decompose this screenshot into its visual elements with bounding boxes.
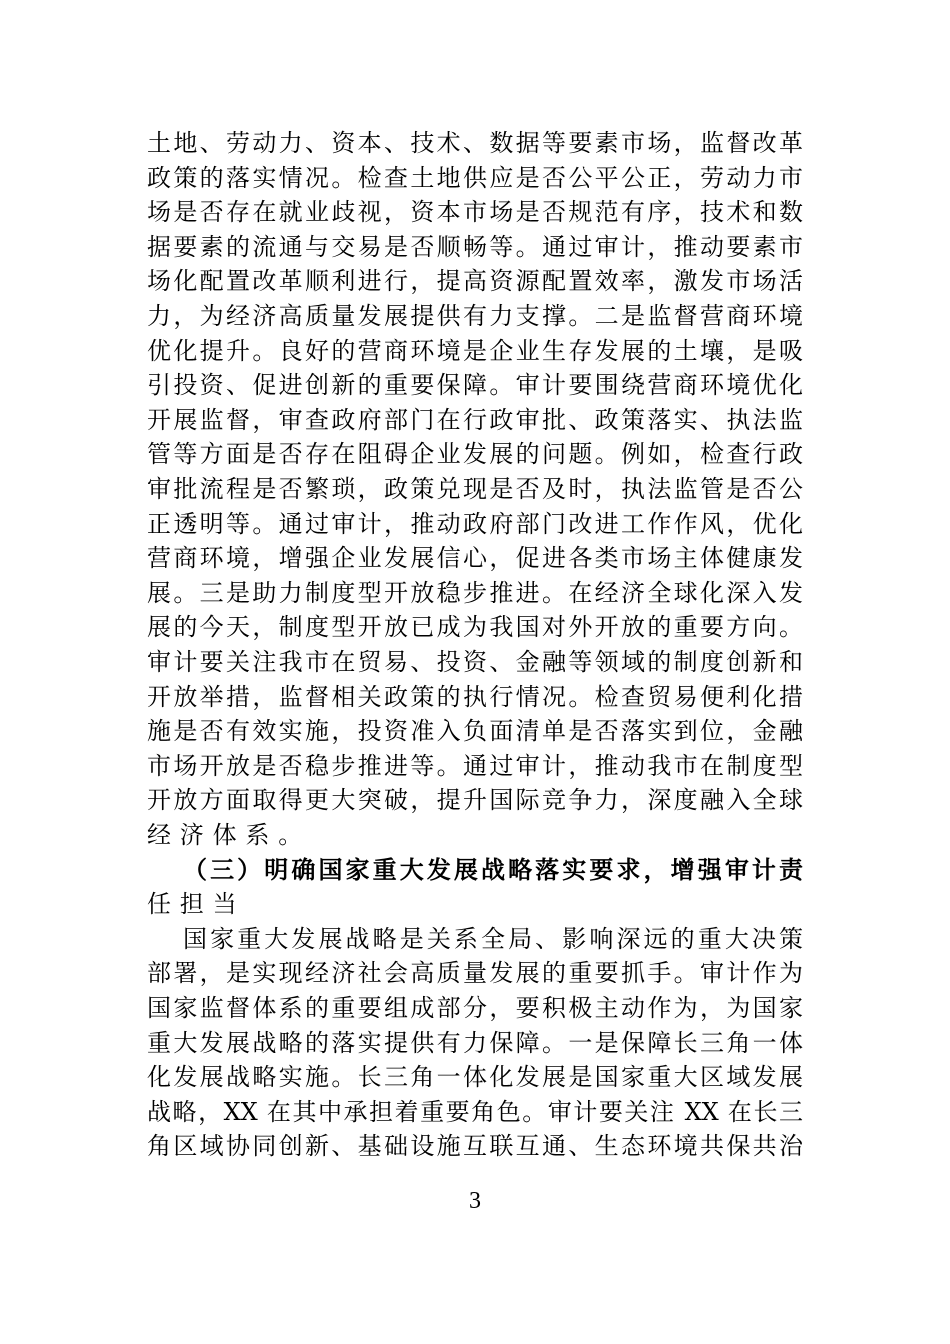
text-line: 展。三是助力制度型开放稳步推进。在经济全球化深入发 (147, 578, 803, 607)
section-heading-line: 任担当 (147, 890, 246, 919)
text-line: 国家监督体系的重要组成部分，要积极主动作为，为国家 (147, 994, 803, 1022)
text-line: 展的今天，制度型开放已成为我国对外开放的重要方向。 (147, 613, 803, 642)
text-line: 经济体系。 (147, 821, 311, 849)
text-line: 审批流程是否繁琐，政策兑现是否及时，执法监管是否公 (147, 475, 803, 503)
text-line: 角区域协同创新、基础设施互联互通、生态环境共保共治 (147, 1132, 803, 1161)
text-line: 据要素的流通与交易是否顺畅等。通过审计，推动要素市 (147, 232, 803, 261)
page-number: 3 (469, 1188, 481, 1214)
text-line: 正透明等。通过审计，推动政府部门改进工作作风，优化 (147, 509, 803, 538)
text-line: 土地、劳动力、资本、技术、数据等要素市场，监督改革 (147, 129, 803, 157)
text-line: 政策的落实情况。检查土地供应是否公平公正，劳动力市 (147, 163, 803, 192)
text-line: 战略，XX 在其中承担着重要角色。审计要关注 XX 在长三 (147, 1097, 803, 1126)
text-line: 施是否有效实施，投资准入负面清单是否落实到位，金融 (147, 717, 803, 746)
text-line: 力，为经济高质量发展提供有力支撑。二是监督营商环境 (147, 302, 803, 330)
text-line: 化发展战略实施。长三角一体化发展是国家重大区域发展 (147, 1063, 803, 1092)
text-line: 营商环境，增强企业发展信心，促进各类市场主体健康发 (147, 544, 803, 573)
text-line: 管等方面是否存在阻碍企业发展的问题。例如，检查行政 (147, 440, 803, 469)
text-line: 国家重大发展战略是关系全局、影响深远的重大决策 (183, 924, 803, 953)
section-heading-line: （三）明确国家重大发展战略落实要求，增强审计责 (183, 854, 803, 884)
text-line: 场是否存在就业歧视，资本市场是否规范有序，技术和数 (147, 198, 803, 227)
text-line: 开展监督，审查政府部门在行政审批、政策落实、执法监 (147, 405, 803, 434)
text-line: 审计要关注我市在贸易、投资、金融等领域的制度创新和 (147, 648, 803, 676)
text-line: 开放举措，监督相关政策的执行情况。检查贸易便利化措 (147, 682, 803, 711)
text-line: 引投资、促进创新的重要保障。审计要围绕营商环境优化 (147, 371, 803, 400)
text-line: 市场开放是否稳步推进等。通过审计，推动我市在制度型 (147, 751, 803, 780)
text-line: 场化配置改革顺利进行，提高资源配置效率，激发市场活 (147, 267, 803, 296)
text-line: 重大发展战略的落实提供有力保障。一是保障长三角一体 (147, 1028, 803, 1057)
text-line: 开放方面取得更大突破，提升国际竞争力，深度融入全球 (147, 786, 803, 815)
text-line: 部署，是实现经济社会高质量发展的重要抓手。审计作为 (147, 959, 803, 988)
text-line: 优化提升。良好的营商环境是企业生存发展的土壤，是吸 (147, 336, 803, 365)
